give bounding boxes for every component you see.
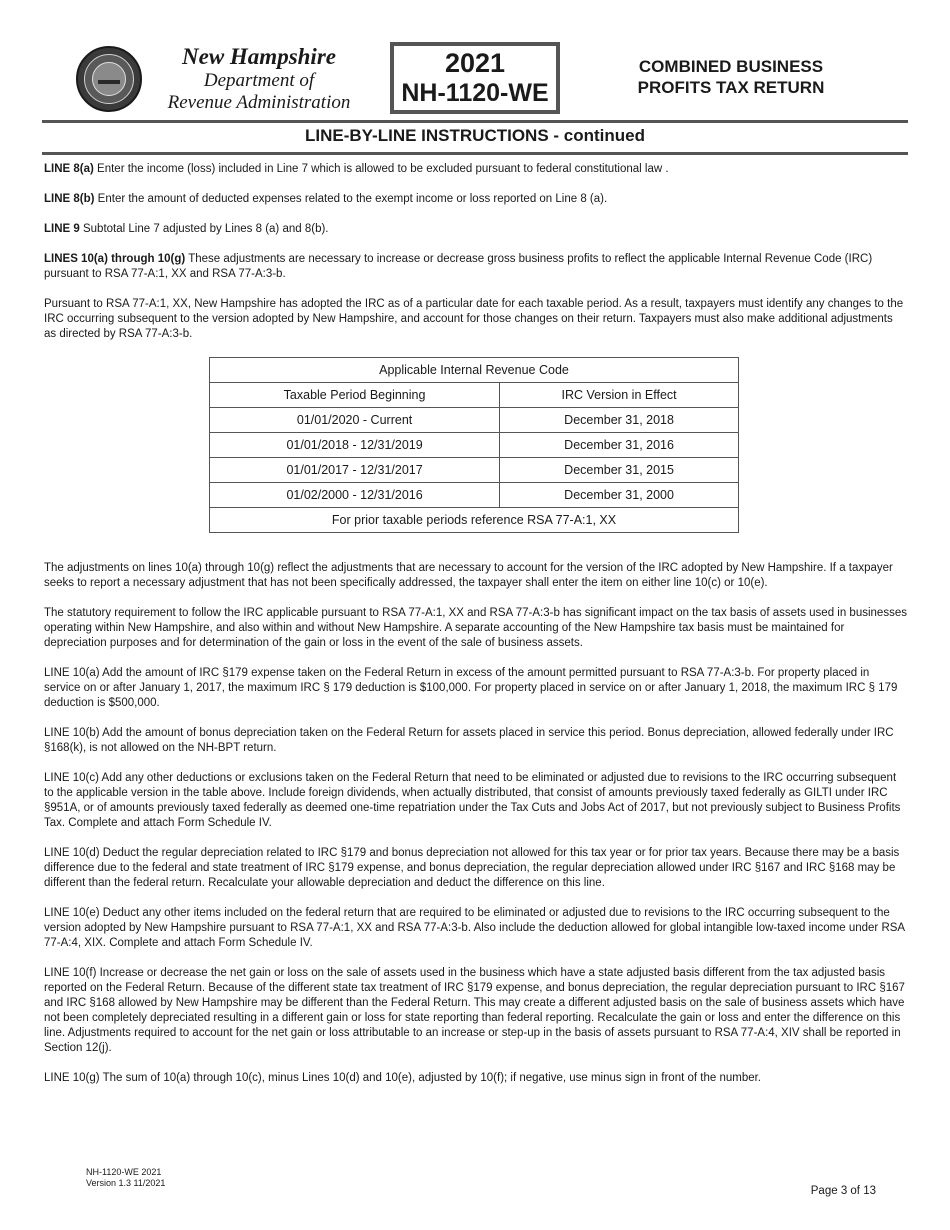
version-cell: December 31, 2000 (500, 483, 739, 508)
department-line-2: Revenue Administration (167, 92, 351, 113)
form-number: NH-1120-WE (401, 79, 549, 107)
line-10a-instruction: LINE 10(a) Add the amount of IRC §179 expense taken on the Federal Return in excess of the amount permitted pursuant to RSA 77-A:3-b. For property placed in service on or after January 1, 2017, the maximum IRC § 179 deduction is $100,000. For property placed in service on or after January 1, 2018, the maximum IRC § 179 deduction is $500,000. (44, 667, 898, 709)
line-10b-instruction: LINE 10(b) Add the amount of bonus depreciation taken on the Federal Return for assets placed in service this period. Bonus depreciation, allowed federally under IRC §168(k), is not allowed on the NH-BPT return. (44, 727, 894, 754)
state-name: New Hampshire (182, 44, 336, 69)
version-cell: December 31, 2015 (500, 458, 739, 483)
ship-icon (98, 70, 120, 84)
return-title-line-2: PROFITS TAX RETURN (637, 78, 825, 97)
statutory-paragraph: The statutory requirement to follow the IRC applicable pursuant to RSA 77-A:1, XX and RSA 77-A:3-b has significant impact on the tax basis of assets used in businesses operating within New Hampshire, and also within and without New Hampshire. A separate accounting of the New Hampshire tax basis must be maintained for depreciation purposes and for determination of the gain or loss in the event of the sale of business assets. (44, 607, 907, 649)
line-text: Enter the amount of deducted expenses related to the exempt income or loss reported on Line 8 (a). (94, 193, 608, 205)
table-footer-row (210, 508, 739, 533)
irc-adoption-paragraph: Pursuant to RSA 77-A:1, XX, New Hampshire has adopted the IRC as of a particular date for each taxable period. As a result, taxpayers must identify any changes to the IRC occurring subsequent to the version adopted by New Hampshire, and account for those changes on their return. Taxpayers must also make additional adjustments as directed by RSA 77-A:3-b. (44, 298, 904, 340)
period-cell: 01/01/2017 - 12/31/2017 (210, 458, 500, 483)
line-text: Enter the income (loss) included in Line 7 which is allowed to be excluded pursuant to federal constitutional law . (93, 163, 669, 175)
line-10-instruction (44, 252, 908, 282)
line-label: LINE 9 (44, 223, 80, 235)
state-seal-icon (76, 46, 142, 112)
period-cell: 01/01/2018 - 12/31/2019 (210, 433, 500, 458)
adjustments-paragraph: The adjustments on lines 10(a) through 10(g) reflect the adjustments that are necessary to account for the version of the IRC adopted by New Hampshire. If a taxpayer seeks to report a necessary adjustment that has not been specifically addressed, the taxpayer shall enter the item on either line 10(c) or 10(e). (44, 562, 893, 589)
page-header (0, 0, 950, 120)
header-divider-top (42, 120, 908, 123)
irc-version-table (209, 357, 739, 533)
header-divider-bottom (42, 152, 908, 155)
footer-form-id: NH-1120-WE 2021 (86, 1167, 162, 1177)
line-10d-instruction: LINE 10(d) Deduct the regular depreciation related to IRC §179 and bonus depreciation not allowed for this tax year or for prior tax years. Because there may be a basis difference due to the federal and state treatment of IRC §179 expense, and bonus depreciation, the regular depreciation allowed under IRC §167 and IRC §168 may be different than the federal return. Recalculate your allowable depreciation and deduct the difference on this line. (44, 847, 900, 889)
table-row (210, 408, 739, 433)
section-title: LINE-BY-LINE INSTRUCTIONS - continued (305, 126, 645, 145)
footer-version: Version 1.3 11/2021 (86, 1178, 166, 1188)
page-number: Page 3 of 13 (810, 1185, 876, 1197)
form-year: 2021 (444, 48, 506, 78)
agency-name (150, 44, 368, 114)
line-8a-instruction (44, 162, 908, 177)
column-header-version: IRC Version in Effect (500, 383, 739, 408)
line-9-instruction (44, 222, 908, 237)
line-label: LINES 10(a) through 10(g) (44, 253, 186, 265)
line-10g-instruction: LINE 10(g) The sum of 10(a) through 10(c), minus Lines 10(d) and 10(e), adjusted by 10(f); if negative, use minus sign in front of the number. (44, 1072, 761, 1084)
table-title-row (210, 358, 739, 383)
version-cell: December 31, 2018 (500, 408, 739, 433)
form-version-footer (86, 1167, 165, 1189)
line-label: LINE 8(a) (44, 163, 94, 175)
line-text: Subtotal Line 7 adjusted by Lines 8 (a) and 8(b). (79, 223, 329, 235)
line-10f-instruction: LINE 10(f) Increase or decrease the net gain or loss on the sale of assets used in the business which have a state adjusted basis different from the tax adjusted basis reported on the Federal Return. Because of the different state tax treatment of IRC §179 expense, and bonus depreciation, the regular depreciation pursuant to IRC §167 and IRC §168 allowed by New Hampshire may be different than the Federal Return. This may create a different adjusted basis on the sale of business assets which have not been completely depreciated resulting in a different gain or loss for state reporting than federal reporting. Recalculate the gain or loss and enter the difference on this line. Adjustments required to account for the net gain or loss attributable to an increase or step-up in the basis of assets pursuant to RSA 77-A:4, XIV shall be reported in Section 12(j). (44, 967, 905, 1054)
department-line-1: Department of (203, 70, 315, 91)
table-title: Applicable Internal Revenue Code (210, 358, 739, 383)
version-cell: December 31, 2016 (500, 433, 739, 458)
table-footer-note: For prior taxable periods reference RSA 77-A:1, XX (210, 508, 739, 533)
instructions-body (44, 162, 908, 1101)
line-10e-instruction: LINE 10(e) Deduct any other items included on the federal return that are required to be eliminated or adjusted due to revisions to the IRC occurring subsequent to the version adopted by New Hampshire pursuant to RSA 77-A:1, XX and RSA 77-A:3-b. Also include the deduction allowed for global intangible low-taxed income under RSA 77-A:4, XIX. Complete and attach Form Schedule IV. (44, 907, 905, 949)
period-cell: 01/01/2020 - Current (210, 408, 500, 433)
line-10c-instruction: LINE 10(c) Add any other deductions or exclusions taken on the Federal Return that need to be eliminated or adjusted due to revisions to the IRC occurring subsequent to the applicable version in the table above. Include foreign dividends, when actually distributed, that consist of amounts previously taxed federally as GILTI under IRC §951A, or of amounts previously taxed federally as deemed one-time repatriation under the Tax Cuts and Jobs Act of 2017, but not previously subject to Business Profits Tax. Complete and attach Form Schedule IV. (44, 772, 901, 829)
table-header-row (210, 383, 739, 408)
line-8b-instruction (44, 192, 908, 207)
line-label: LINE 8(b) (44, 193, 95, 205)
line-text: These adjustments are necessary to increase or decrease gross business profits to reflect the applicable Internal Revenue Code (IRC) pursuant to RSA 77-A:1, XX and RSA 77-A:3-b. (44, 253, 873, 280)
column-header-period: Taxable Period Beginning (210, 383, 500, 408)
return-title (596, 56, 866, 98)
period-cell: 01/02/2000 - 12/31/2016 (210, 483, 500, 508)
form-id-box (390, 42, 560, 114)
return-title-line-1: COMBINED BUSINESS (638, 57, 824, 76)
table-row (210, 458, 739, 483)
table-row (210, 433, 739, 458)
table-row (210, 483, 739, 508)
